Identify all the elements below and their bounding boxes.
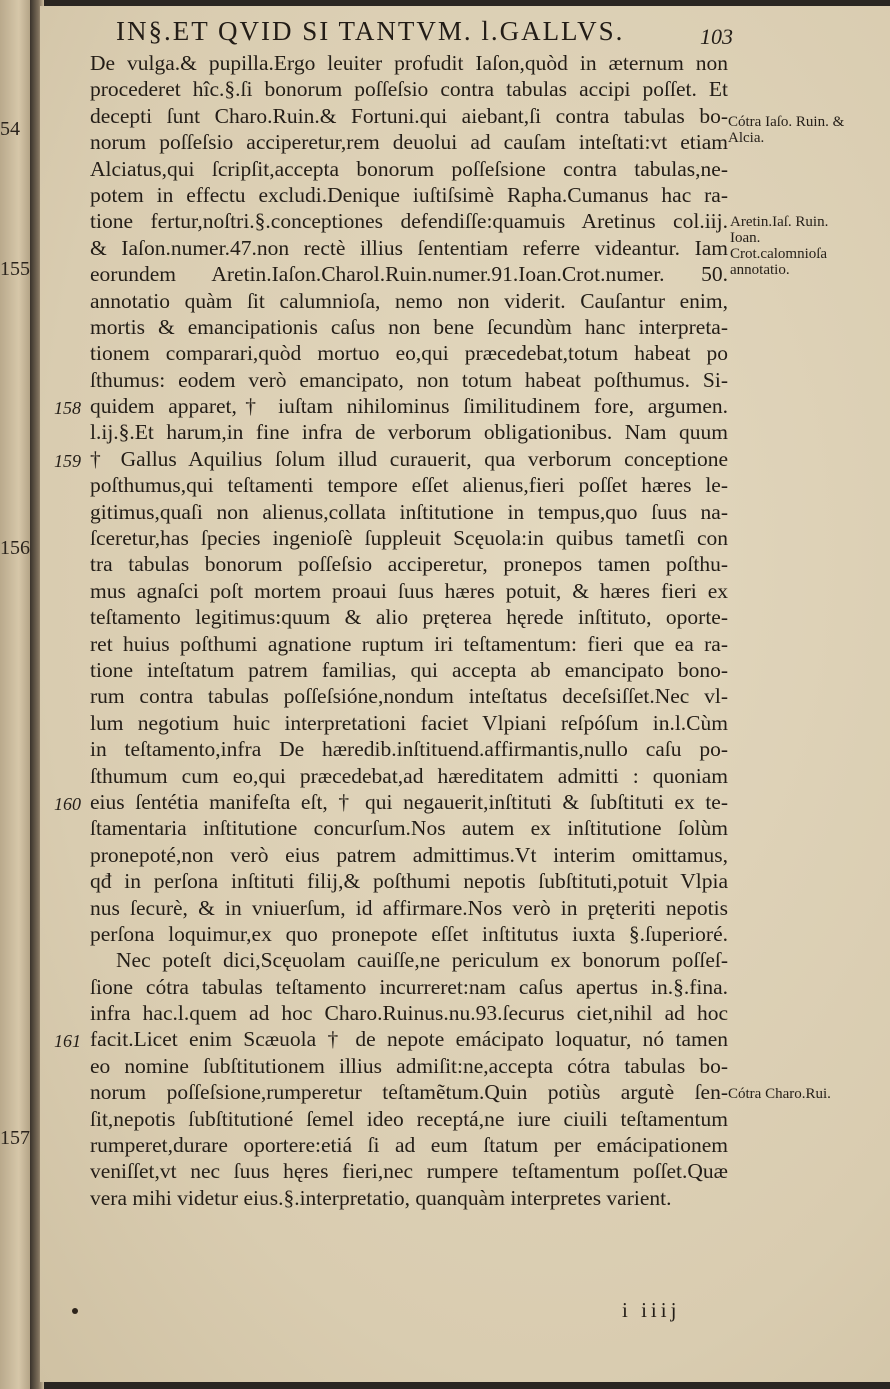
text-line — [68, 182, 728, 208]
text-line — [68, 842, 728, 868]
line-text: ſthumus: eodem verò emancipato, non totum habeat poſthumus. Si- — [90, 367, 728, 392]
text-line — [68, 683, 728, 709]
text-line — [68, 261, 728, 287]
line-text: rumperet,durare oportere:etiá ſi ad eum ſtatum per emácipationem — [90, 1133, 728, 1158]
text-line — [68, 1158, 728, 1184]
line-text: tionem comparari,quòd mortuo eo,qui præcedebat,totum habeat po — [90, 341, 728, 366]
text-line — [68, 525, 728, 551]
margin-number: 161 — [54, 1031, 81, 1052]
line-text: tione fertur,noſtri.§.conceptiones defendiſſe:quamuis Aretinus col.iij. — [90, 209, 728, 234]
line-text: potem in effectu excludi.Denique iuſtiſsimè Rapha.Cumanus hac ra- — [90, 182, 728, 207]
line-text: Alciatus,qui ſcripſit,accepta bonorum poſſeſsione contra tabulas,ne- — [90, 156, 728, 181]
line-text: gitimus,quaſi non alienus,collata inſtitutione in tempus,quo ſuus na- — [90, 499, 728, 524]
text-line — [68, 367, 728, 393]
line-text: mortis & emancipationis caſus non bene ſecundùm hanc interpreta- — [90, 314, 728, 339]
text-line — [68, 472, 728, 498]
marginal-note: Aretin.Iaſ. Ruin. Ioan. Crot.calomnioſa annotatio. — [730, 214, 829, 278]
margin-number: 159 — [54, 450, 81, 471]
line-text: infra hac.l.quem ad hoc Charo.Ruinus.nu.93.ſecurus ciet,nihil ad hoc — [90, 1001, 728, 1026]
line-text: qđ in perſona inſtituti filij,& poſthumi nepotis ſubſtituti,potuit Vlpia — [90, 869, 728, 894]
signature-mark: i iiij — [622, 1298, 681, 1322]
text-line — [68, 604, 728, 630]
marginal-note: Cótra Charo.Rui. — [728, 1086, 831, 1102]
text-line — [54, 393, 728, 419]
line-text: in teſtamento,infra De hæredib.inſtituend.affirmantis,nullo caſu po- — [90, 737, 728, 762]
line-text: norum poſſeſsio acciperetur,rem deuolui ad cauſam inteſtati:vt etiam — [90, 130, 728, 155]
text-line — [68, 815, 728, 841]
text-line — [68, 578, 728, 604]
prev-page-number: 157 — [0, 1127, 30, 1149]
text-line — [68, 710, 728, 736]
prev-page-number: 54 — [0, 118, 20, 140]
line-text: ſit,nepotis ſubſtitutioné ſemel ideo receptá,ne iure ciuili teſtamentum — [90, 1106, 728, 1131]
line-text: quidem apparet,† iuſtam nihilominus ſimilitudinem fore, argumen. — [90, 394, 728, 419]
text-line — [68, 974, 728, 1000]
line-text: tra tabulas bonorum poſſeſsio acciperetur, pronepos tamen poſthu- — [90, 552, 728, 577]
line-text: eius ſentétia manifeſta eſt, † qui negauerit,inſtituti & ſubſtituti ex te- — [90, 789, 728, 814]
text-line — [68, 1106, 728, 1132]
text-line — [68, 208, 728, 234]
line-text: teſtamento legitimus:quum & alio pręterea hęrede inſtituto, oporte- — [90, 605, 728, 630]
prev-page-number: 155 — [0, 258, 30, 280]
ink-spot — [72, 1308, 78, 1314]
text-line — [68, 419, 728, 445]
line-text: eo nomine ſubſtitutionem illius admiſit:ne,accepta cótra tabulas bo- — [90, 1053, 728, 1078]
line-text: facit.Licet enim Scæuola † de nepote emácipato loquatur, nó tamen — [90, 1027, 728, 1052]
line-text: lum negotium huic interpretationi faciet Vlpiani reſpóſum in.l.Cùm — [90, 710, 728, 735]
text-line — [68, 763, 728, 789]
line-text: ſthumum cum eo,qui præcedebat,ad hæreditatem admitti : quoniam — [90, 763, 728, 788]
line-text: vera mihi videtur eius.§.interpretatio, quanquàm interpretes varient. — [90, 1185, 672, 1210]
line-text: ſione cótra tabulas teſtamento incurreret:nam caſus apertus in.§.fina. — [90, 974, 728, 999]
text-line — [68, 103, 728, 129]
line-text: tione inteſtatum patrem familias, qui accepta ab emancipato bono- — [90, 657, 728, 682]
text-line — [68, 156, 728, 182]
book-page — [40, 6, 890, 1382]
text-line — [68, 1079, 728, 1105]
text-line — [68, 736, 728, 762]
line-text: eorundem Aretin.Iaſon.Charol.Ruin.numer.91.Ioan.Crot.numer. 50. — [90, 262, 728, 287]
text-line — [68, 50, 728, 76]
line-text: annotatio quàm ſit calumnioſa, nemo non viderit. Cauſantur enim, — [90, 288, 728, 313]
line-text: ſtamentaria inſtitutione concurſum.Nos autem ex inſtitutione ſolùm — [90, 816, 728, 841]
line-text: Nec poteſt dici,Scęuolam cauiſſe,ne periculum ex bonorum poſſeſ- — [116, 948, 728, 973]
running-title: IN§.ET QVID SI TANTVM. l.GALLVS. — [116, 16, 625, 46]
line-text: & Iaſon.numer.47.non rectè illius ſententiam referre videantur. Iam — [90, 235, 728, 260]
text-line — [68, 657, 728, 683]
previous-page-edge — [0, 0, 34, 1389]
text-line — [68, 288, 728, 314]
text-line — [68, 235, 728, 261]
line-text: De vulga.& pupilla.Ergo leuiter profudit Iaſon,quòd in æternum non — [90, 51, 728, 75]
text-line — [54, 789, 728, 815]
line-text: veniſſet,vt nec ſuus hęres fieri,nec rumpere teſtamentum poſſet.Quæ — [90, 1159, 728, 1184]
line-text: † Gallus Aquilius ſolum illud curauerit, qua verborum conceptione — [90, 446, 728, 471]
main-text — [54, 50, 728, 1211]
text-line — [68, 895, 728, 921]
text-line — [68, 499, 728, 525]
text-line — [54, 446, 728, 472]
line-text: procederet hîc.§.ſi bonorum poſſeſsio contra tabulas accipi poſſet. Et — [90, 77, 728, 102]
text-line — [68, 76, 728, 102]
line-text: ſceretur,has ſpecies ingenioſè ſuppleuit Scęuola:in quibus tametſi con — [90, 526, 728, 551]
text-line — [68, 340, 728, 366]
text-line — [68, 314, 728, 340]
line-text: nus ſecurè, & in vniuerſum, id affirmare.Nos verò in pręteriti nepotis — [90, 895, 728, 920]
line-text: mus agnaſci poſt mortem proaui ſuus hæres potuit, & hæres fieri ex — [90, 578, 728, 603]
line-text: norum poſſeſsione,rumperetur teſtamẽtum.Quin potiùs argutè ſen- — [90, 1080, 728, 1105]
line-text: poſthumus,qui teſtamenti tempore eſſet alienus,fieri poſſet hæres le- — [90, 473, 728, 498]
text-line — [68, 868, 728, 894]
text-line — [54, 1026, 728, 1052]
text-line — [68, 129, 728, 155]
line-text: decepti ſunt Charo.Ruin.& Fortuni.qui aiebant,ſi contra tabulas bo- — [90, 103, 728, 128]
text-line — [68, 631, 728, 657]
marginal-note: Cótra Iaſo. Ruin. & Alcia. — [728, 114, 845, 146]
text-line — [68, 1185, 728, 1211]
prev-page-number: 156 — [0, 537, 30, 559]
line-text: ret huius poſthumi agnatione ruptum iri teſtamentum: fieri que ea ra- — [90, 631, 728, 656]
margin-number: 158 — [54, 398, 81, 419]
line-text: perſona loquimur,ex quo pronepote eſſet inſtitutus iuxta §.ſuperioré. — [90, 921, 728, 946]
line-text: pronepoté,non verò eius patrem admittimus.Vt interim omittamus, — [90, 842, 728, 867]
text-line — [68, 947, 728, 973]
text-line — [68, 921, 728, 947]
text-line — [68, 1132, 728, 1158]
line-text: rum contra tabulas poſſeſsióne,nondum inteſtatus deceſsiſſet.Nec vl- — [90, 684, 728, 709]
page-number: 103 — [700, 24, 733, 49]
margin-number: 160 — [54, 793, 81, 814]
line-text: l.ij.§.Et harum,in fine infra de verborum obligationibus. Nam quum — [90, 420, 728, 445]
text-line — [68, 1053, 728, 1079]
text-line — [68, 1000, 728, 1026]
text-line — [68, 551, 728, 577]
